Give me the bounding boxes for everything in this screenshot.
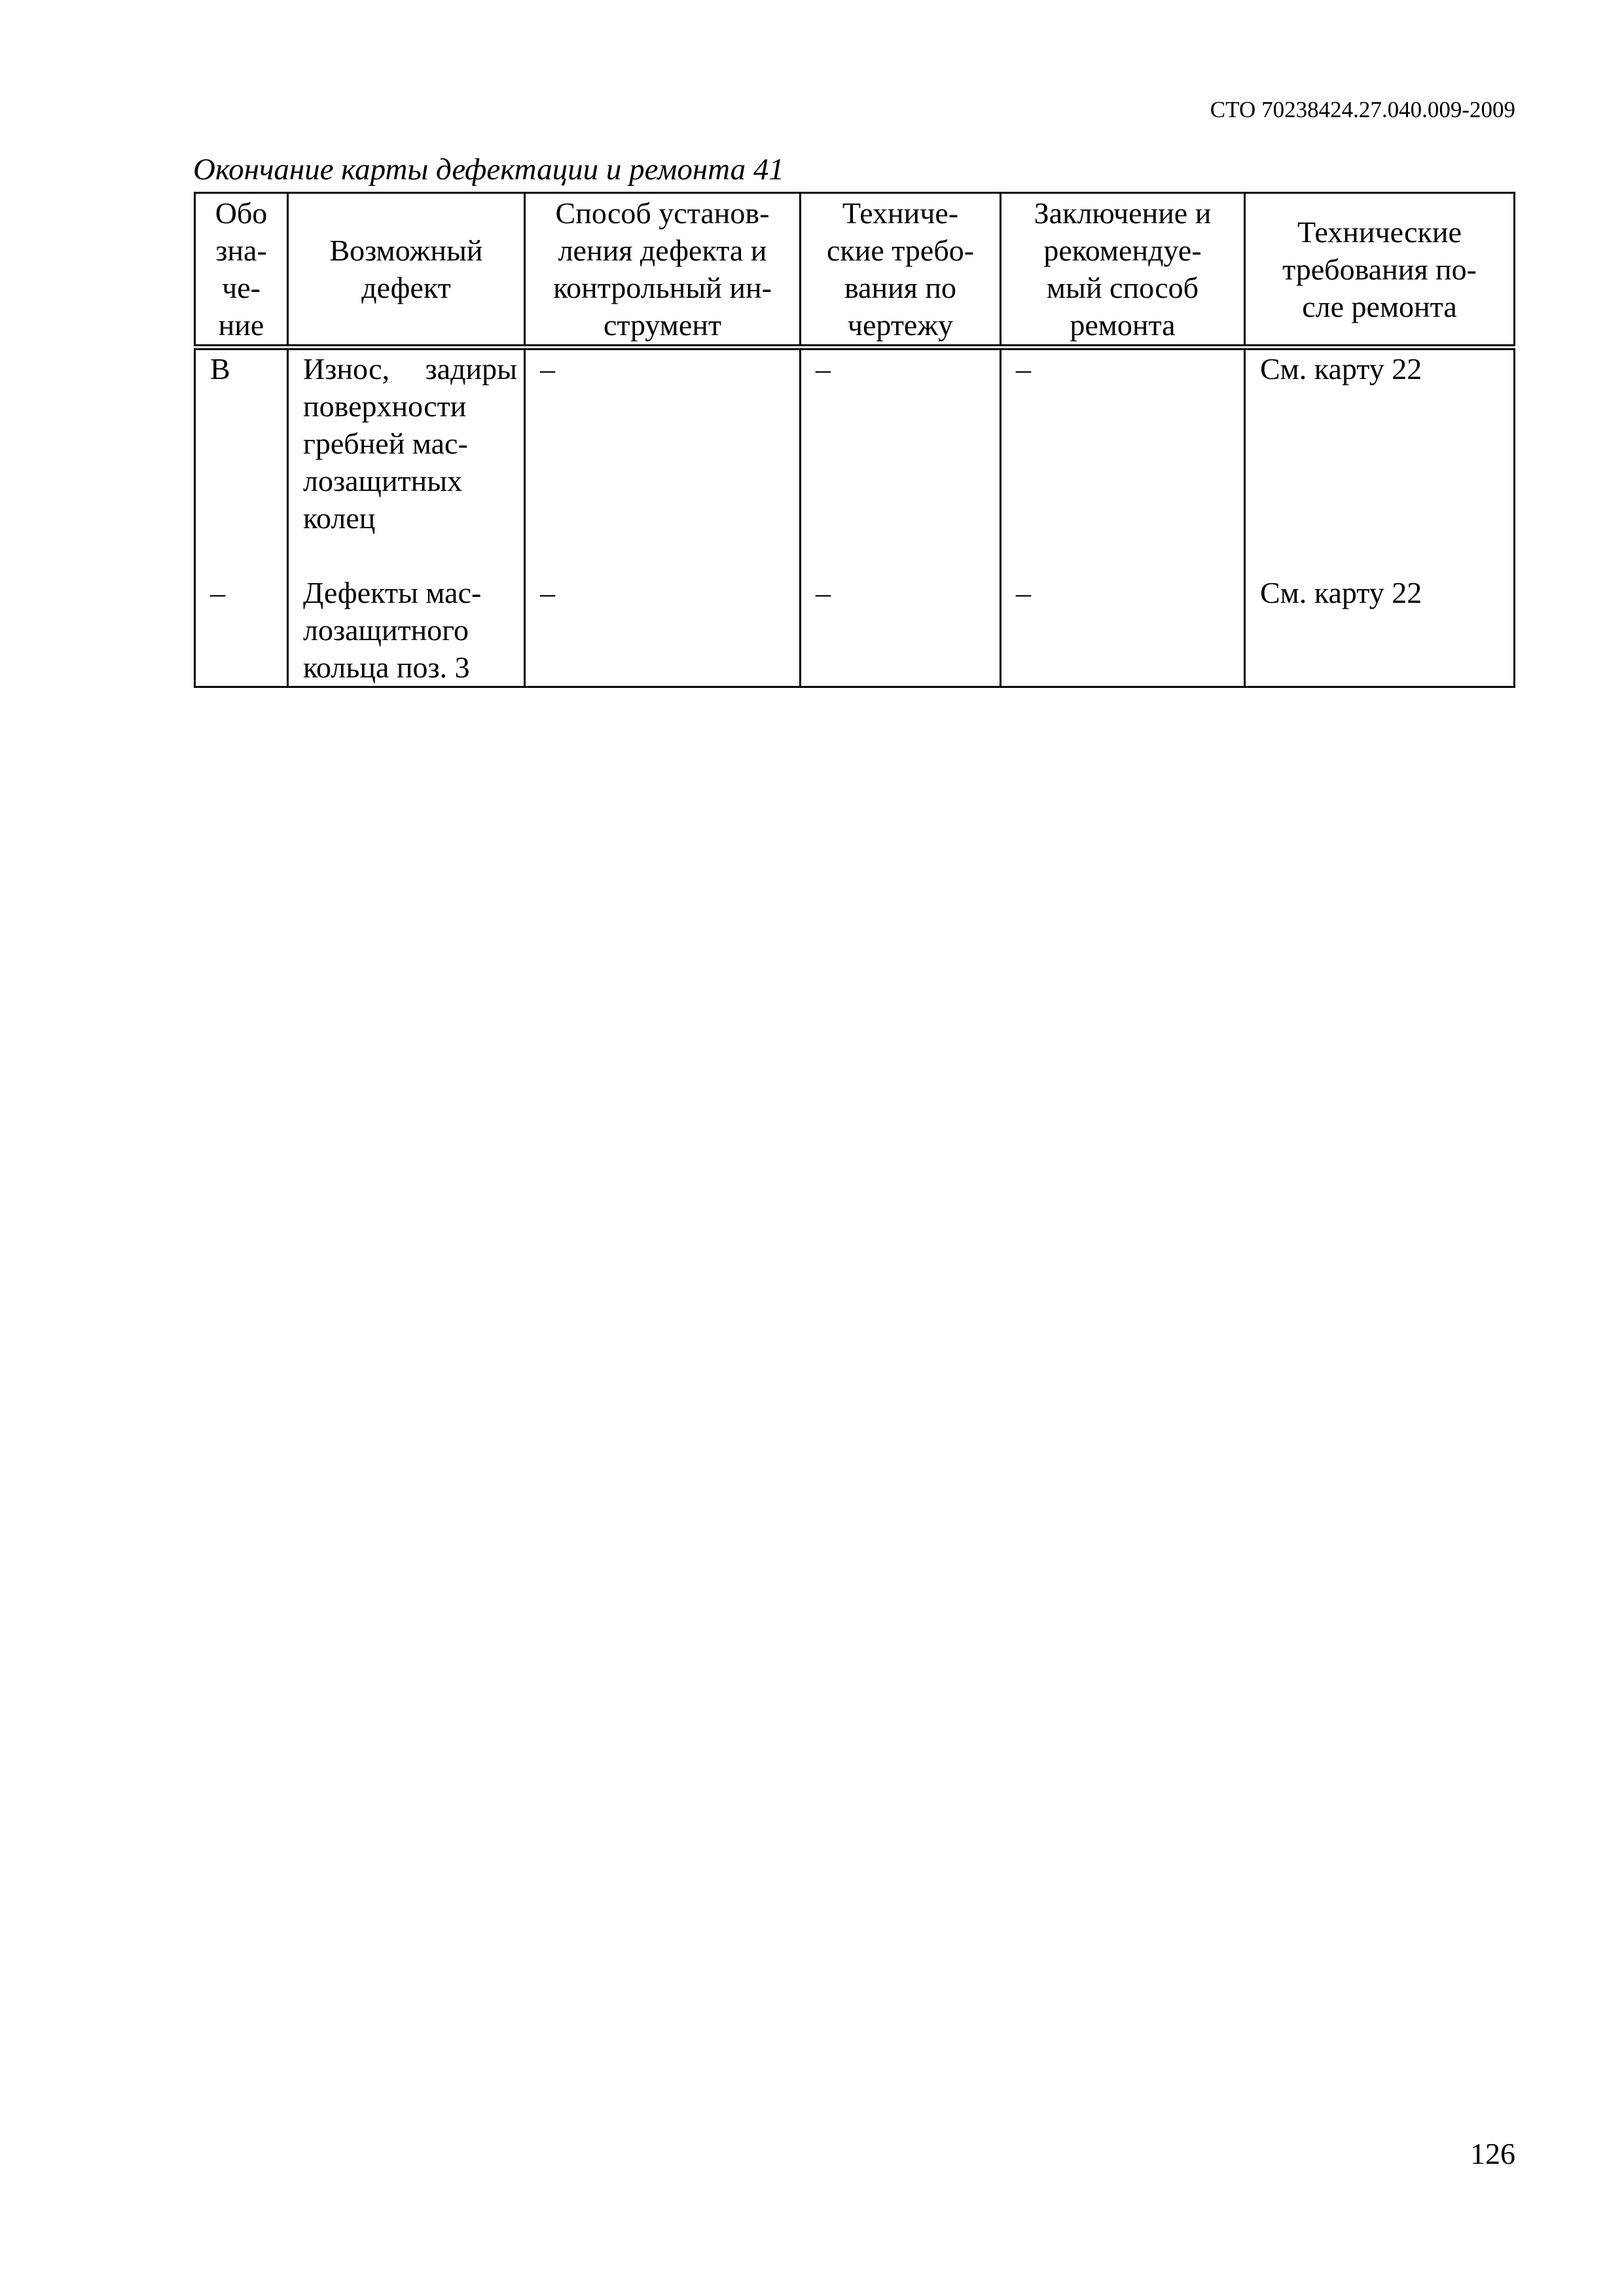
defect-repair-table <box>194 192 1515 688</box>
table-row <box>195 574 1515 687</box>
document-code: СТО 70238424.27.040.009-2009 <box>1210 97 1515 122</box>
cell-defect: Дефекты мас- лозащитного кольца поз. 3 <box>288 574 525 687</box>
column-header-drawing-requirements: Техниче- ские требо- вания по чертежу <box>801 193 1001 348</box>
cell-method: – <box>525 574 801 687</box>
column-header-designation: Обо зна- че- ние <box>195 193 288 348</box>
cell-conclusion: – <box>1001 574 1245 687</box>
table-row <box>195 348 1515 575</box>
cell-conclusion: – <box>1001 348 1245 575</box>
cell-designation: В <box>195 348 288 575</box>
cell-defect: Износ, задиры поверхности гребней мас- лозащитных колец <box>288 348 525 575</box>
page-number: 126 <box>1470 2137 1515 2170</box>
cell-designation: – <box>195 574 288 687</box>
cell-drawing-requirements: – <box>801 574 1001 687</box>
column-header-after-repair: Технические требования по- сле ремонта <box>1245 193 1515 348</box>
cell-after-repair: См. карту 22 <box>1245 348 1515 575</box>
table-caption: Окончание карты дефектации и ремонта 41 <box>193 152 784 187</box>
cell-drawing-requirements: – <box>801 348 1001 575</box>
column-header-defect: Возможный дефект <box>288 193 525 348</box>
cell-after-repair: См. карту 22 <box>1245 574 1515 687</box>
cell-method: – <box>525 348 801 575</box>
table-body <box>195 348 1515 687</box>
column-header-method: Способ установ- ления дефекта и контрольный ин- струмент <box>525 193 801 348</box>
table-header-row <box>195 193 1515 348</box>
column-header-conclusion: Заключение и рекомендуе- мый способ ремонта <box>1001 193 1245 348</box>
table-header <box>195 193 1515 348</box>
